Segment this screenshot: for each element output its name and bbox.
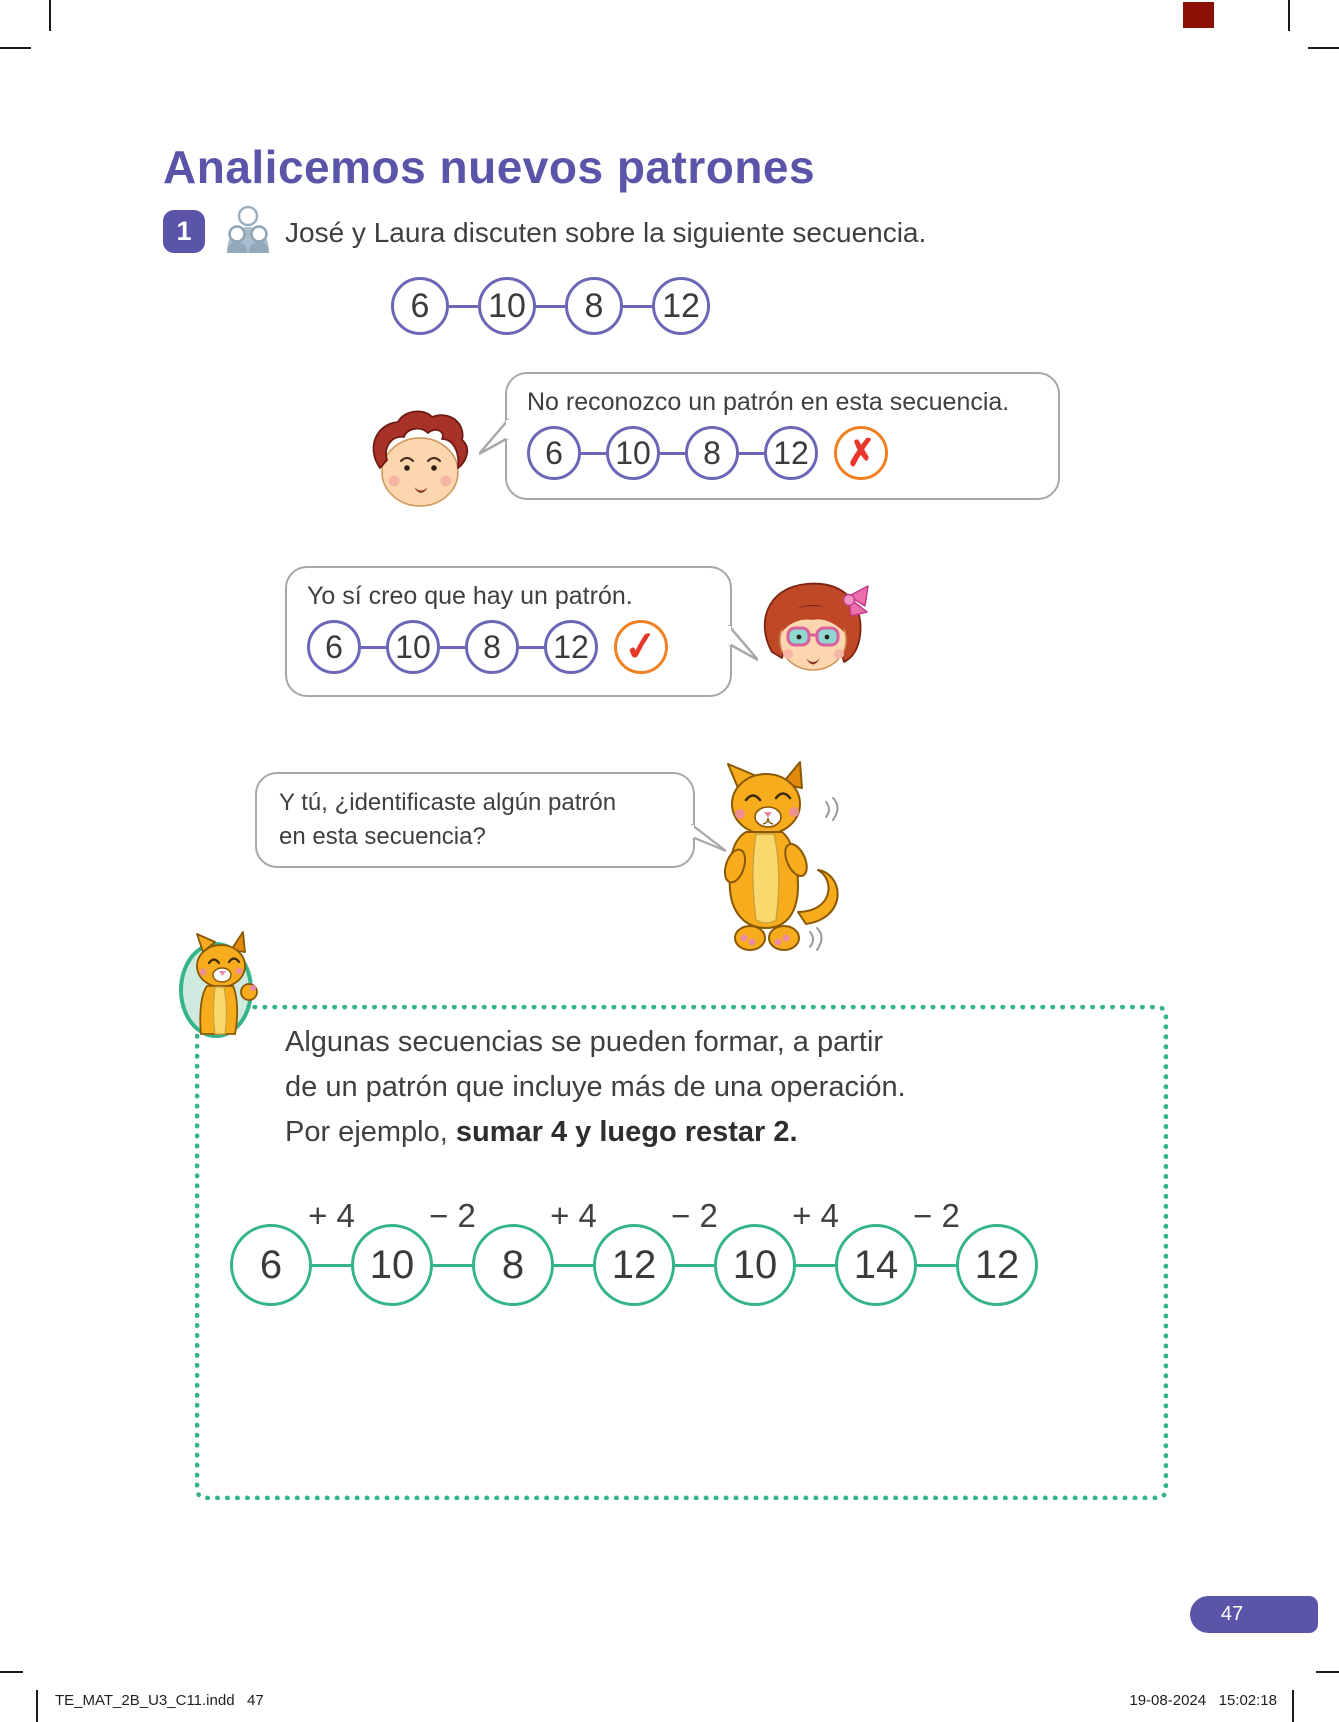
sequence-number: 10 [714,1224,796,1306]
laura-avatar [752,576,874,689]
sequence-connector [792,1196,839,1267]
sequence-connector [550,1196,597,1267]
main-sequence [391,277,710,335]
operation-label: + 4 [308,1196,355,1234]
sequence-number: 12 [764,426,818,480]
laura-sequence [307,620,710,674]
operation-label: − 2 [913,1196,960,1234]
laura-speech-text: Yo sí creo que hay un patrón. [307,582,633,610]
correct-mark-badge [614,620,668,674]
sequence-connector [361,646,386,649]
sequence-number: 6 [527,426,581,480]
jose-sequence [527,426,1038,480]
sequence-number: 14 [835,1224,917,1306]
pattern-sequence [230,1196,1038,1306]
cat-speech-bubble [255,772,695,868]
sequence-connector [308,1196,355,1267]
sequence-number: 10 [606,426,660,480]
crop-mark [1316,1671,1339,1673]
cat-question-line2: en esta secuencia? [279,823,486,850]
page-title: Analicemos nuevos patrones [163,141,816,193]
crop-mark [1308,47,1339,49]
crop-mark [0,47,31,49]
operation-label: + 4 [550,1196,597,1234]
operation-label: − 2 [671,1196,718,1234]
jose-speech-bubble [505,372,1060,500]
cat-avatar-badge [179,942,253,1038]
speech-tail [479,418,509,458]
sequence-number: 8 [685,426,739,480]
sequence-connector [623,305,652,308]
concept-text [285,1020,1005,1155]
footer-filename: TE_MAT_2B_U3_C11.indd 47 [55,1692,264,1709]
crop-mark [0,1671,23,1673]
sequence-number: 6 [307,620,361,674]
sequence-number: 8 [565,277,623,335]
sequence-connector [519,646,544,649]
wrong-mark-badge [834,426,888,480]
sequence-connector [671,1196,718,1267]
sequence-number: 6 [230,1224,312,1306]
operation-label: − 2 [429,1196,476,1234]
sequence-connector [581,452,606,455]
concept-rule-bold: sumar 4 y luego restar 2. [455,1116,798,1148]
sequence-connector [739,452,764,455]
sequence-connector [913,1196,960,1267]
concept-line: Algunas secuencias se pueden formar, a partir [285,1026,884,1058]
check-mark-icon: ✓ [622,623,660,671]
sequence-number: 10 [478,277,536,335]
sequence-number: 12 [956,1224,1038,1306]
cat-character [694,760,844,965]
x-mark-icon: ✗ [844,430,878,475]
sequence-number: 8 [465,620,519,674]
concept-line: de un patrón que incluye más de una operación. [285,1071,906,1103]
crop-mark [36,1690,38,1722]
crop-mark [49,0,51,31]
sequence-connector [660,452,685,455]
page-number-badge: 47 [1190,1596,1318,1633]
sequence-number: 12 [593,1224,675,1306]
color-registration-mark [1183,2,1214,28]
crop-mark [1288,0,1290,31]
activity-prompt: José y Laura discuten sobre la siguiente secuencia. [285,217,927,248]
sequence-number: 12 [652,277,710,335]
footer-timestamp: 19-08-2024 15:02:18 [1129,1692,1277,1709]
sequence-number: 6 [391,277,449,335]
sequence-connector [429,1196,476,1267]
pairs-icon [221,204,275,261]
operation-label: + 4 [792,1196,839,1234]
jose-avatar [364,408,476,517]
sequence-number: 8 [472,1224,554,1306]
concept-line: Por ejemplo, sumar 4 y luego restar 2. [285,1116,798,1148]
sequence-connector [536,305,565,308]
jose-speech-text: No reconozco un patrón en esta secuencia. [527,388,1010,416]
cat-question-line1: Y tú, ¿identificaste algún patrón [279,789,617,816]
sequence-connector [440,646,465,649]
sequence-number: 10 [386,620,440,674]
crop-mark [1292,1690,1294,1722]
laura-speech-bubble [285,566,732,697]
sequence-connector [449,305,478,308]
sequence-number: 10 [351,1224,433,1306]
sequence-number: 12 [544,620,598,674]
activity-number-badge: 1 [163,210,205,253]
